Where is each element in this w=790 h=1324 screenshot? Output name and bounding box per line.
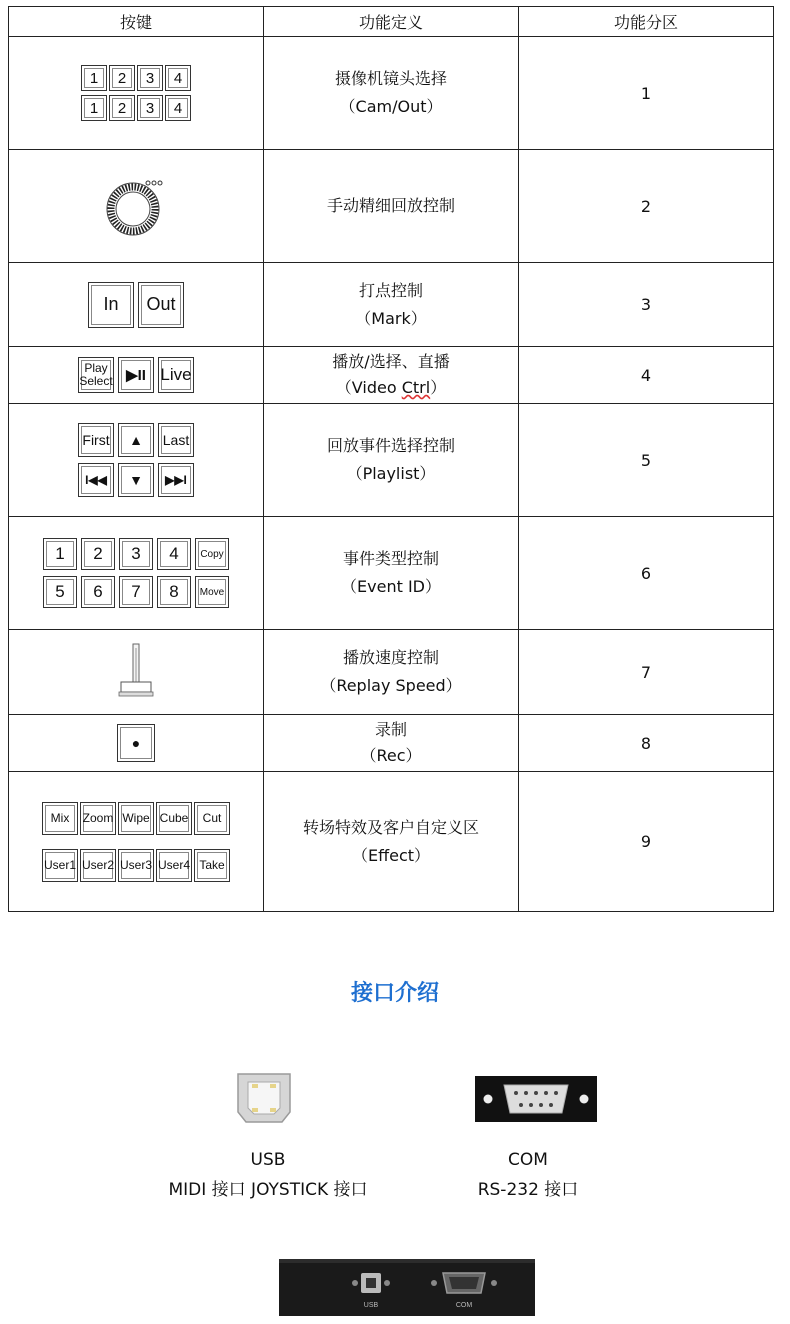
cam-key: 3 [137,65,163,91]
zone-cell: 9 [519,772,774,912]
function-cell [264,150,519,263]
user-key: User1 [42,849,78,882]
out-mark-key: Out [138,282,184,328]
function-cell [264,263,519,347]
zone-cell: 3 [519,263,774,347]
function-cell [264,630,519,715]
event-key: 3 [119,538,153,570]
out-key: 3 [137,95,163,121]
function-cell [264,517,519,630]
keys-cell [9,630,264,715]
function-title: 事件类型控制 [342,549,439,568]
zone-cell: 8 [519,715,774,772]
jog-wheel-icon [101,171,171,237]
subtitle-post: ） [430,378,447,397]
function-cell [264,404,519,517]
play-select-key [78,357,114,393]
subtitle-ctrl: Ctrl [401,378,431,397]
event-key: 5 [43,576,77,608]
function-title: 播放/选择、直播 [332,352,450,371]
effect-key: Cube [156,802,192,835]
function-title: 打点控制 [358,280,423,300]
event-key: 4 [157,538,191,570]
cam-key: 4 [165,65,191,91]
header-zone: 功能分区 [519,7,774,37]
effect-key: Wipe [118,802,154,835]
function-title: 回放事件选择控制 [326,436,455,455]
function-subtitle: （Cam/Out） [339,97,443,116]
keys-cell [9,37,264,150]
cam-key: 2 [109,65,135,91]
function-title: 转场特效及客户自定义区 [302,817,479,837]
zone-cell: 7 [519,630,774,715]
last-key: Last [158,423,194,457]
panel-usb-text: USB [363,1302,379,1309]
header-keys: 按键 [9,7,264,37]
first-key: First [78,423,114,457]
zone-cell: 6 [519,517,774,630]
table-row [9,347,774,404]
usb-name: USB [250,1150,286,1170]
function-subtitle: （Mark） [355,308,427,328]
play-pause-key: ▶II [118,357,154,393]
effect-key: Zoom [80,802,116,835]
event-key: 2 [81,538,115,570]
function-table [8,6,774,912]
cam-key: 1 [81,65,107,91]
in-key: In [88,282,134,328]
function-subtitle: （Rec） [360,746,422,765]
header-function: 功能定义 [264,7,519,37]
record-key: ● [117,724,155,762]
effect-key: Cut [194,802,230,835]
function-title: 播放速度控制 [342,648,439,667]
event-key: 6 [81,576,115,608]
com-desc: RS-232 接口 [477,1180,579,1200]
event-key: 8 [157,576,191,608]
keys-cell [9,517,264,630]
copy-key: Copy [195,538,229,570]
function-subtitle: （Event ID） [341,577,441,596]
function-subtitle [264,375,518,401]
out-key: 4 [165,95,191,121]
out-key: 1 [81,95,107,121]
zone-cell: 5 [519,404,774,517]
function-cell [264,347,519,404]
table-row [9,263,774,347]
usb-port-icon [234,1072,294,1124]
table-row [9,404,774,517]
keys-cell [9,263,264,347]
function-cell [264,772,519,912]
usb-port-label [120,1145,416,1205]
table-row [9,517,774,630]
move-key: Move [195,576,229,608]
zone-cell: 4 [519,347,774,404]
panel-com-text: COM [455,1302,473,1309]
select-label: Select [79,374,113,388]
prev-icon: I◀◀ [78,463,114,497]
table-row [9,715,774,772]
table-row [9,772,774,912]
keys-cell [9,347,264,404]
com-port-label [440,1145,616,1205]
down-arrow-key: ▼ [118,463,154,497]
rear-panel-image [279,1259,535,1316]
up-arrow-key: ▲ [118,423,154,457]
function-title: 录制 [374,720,407,739]
keys-cell [9,150,264,263]
keys-cell [9,715,264,772]
next-icon: ▶▶I [158,463,194,497]
user-key: User4 [156,849,192,882]
subtitle-pre: （Video [335,378,402,397]
keys-cell [9,404,264,517]
function-cell [264,37,519,150]
com-port-icon [474,1075,598,1123]
event-key: 7 [119,576,153,608]
event-key: 1 [43,538,77,570]
take-key: Take [194,849,230,882]
function-title: 手动精细回放控制 [326,196,455,215]
table-header-row [9,7,774,37]
effect-key: Mix [42,802,78,835]
t-bar-slider-icon [116,642,156,698]
out-key: 2 [109,95,135,121]
function-title: 摄像机镜头选择 [334,69,447,88]
section-title: 接口介绍 [350,981,439,1006]
function-subtitle: （Replay Speed） [320,676,462,695]
table-row [9,37,774,150]
table-row [9,150,774,263]
com-name: COM [508,1150,548,1170]
play-label: Play [84,361,108,375]
zone-cell: 2 [519,150,774,263]
user-key: User3 [118,849,154,882]
keys-cell [9,772,264,912]
user-key: User2 [80,849,116,882]
usb-desc: MIDI 接口 JOYSTICK 接口 [168,1180,368,1200]
zone-cell: 1 [519,37,774,150]
table-row [9,630,774,715]
function-cell [264,715,519,772]
live-key: Live [158,357,194,393]
function-subtitle: （Effect） [351,845,431,865]
function-subtitle: （Playlist） [346,464,436,483]
